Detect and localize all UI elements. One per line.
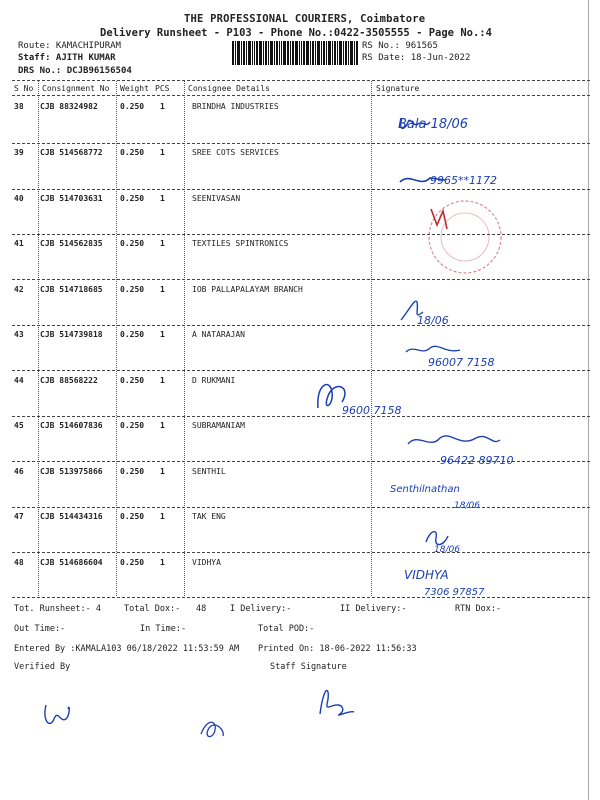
row-consignee: BRINDHA INDUSTRIES bbox=[192, 102, 279, 111]
signature-text: 7306 97857 bbox=[424, 587, 485, 598]
row-sno: 48 bbox=[14, 558, 24, 567]
row-sno: 39 bbox=[14, 148, 24, 157]
row-consignee: IOB PALLAPALAYAM BRANCH bbox=[192, 285, 303, 294]
verifier-signature bbox=[40, 695, 80, 735]
row-consignment: CJB 514703631 bbox=[40, 194, 103, 203]
row-consignee: SEENIVASAN bbox=[192, 194, 241, 203]
tot-runsheet: Tot. Runsheet:- 4 bbox=[14, 604, 101, 614]
row-consignee: TEXTILES SPINTRONICS bbox=[192, 239, 289, 248]
signature-text: 18/06 bbox=[454, 501, 480, 511]
row-sno: 40 bbox=[14, 194, 24, 203]
signature-text: Bala 18/06 bbox=[398, 117, 469, 132]
verified-by-label: Verified By bbox=[14, 662, 71, 672]
staff-signature-label: Staff Signature bbox=[270, 662, 347, 672]
row-consignment: CJB 514562835 bbox=[40, 239, 103, 248]
staff-label: Staff: AJITH KUMAR bbox=[18, 53, 116, 63]
header-bottom-rule bbox=[12, 95, 590, 96]
signature-text: 18/06 bbox=[434, 545, 460, 555]
row-weight: 0.250 bbox=[120, 558, 145, 567]
row-consignment: CJB 514434316 bbox=[40, 512, 103, 521]
barcode bbox=[232, 41, 358, 65]
signature-row-38 bbox=[390, 110, 470, 150]
row-sno: 42 bbox=[14, 285, 24, 294]
row-rule bbox=[12, 370, 590, 371]
col-sno-header: S No bbox=[14, 84, 34, 93]
row-consignment: CJB 514568772 bbox=[40, 148, 103, 157]
col-divider bbox=[371, 81, 372, 596]
total-pod: Total POD:- bbox=[258, 624, 315, 634]
row-consignment: CJB 514686604 bbox=[40, 558, 103, 567]
row-sno: 44 bbox=[14, 376, 24, 385]
verifier-signature-2 bbox=[195, 710, 235, 746]
page-edge-line bbox=[588, 0, 589, 800]
row-rule bbox=[12, 552, 590, 553]
row-rule bbox=[12, 416, 590, 417]
signature-text: 96422 89710 bbox=[440, 454, 514, 467]
row-weight: 0.250 bbox=[120, 285, 145, 294]
row-consignment: CJB 514718685 bbox=[40, 285, 103, 294]
row-consignee: VIDHYA bbox=[192, 558, 221, 567]
row-weight: 0.250 bbox=[120, 148, 145, 157]
row-consignee: SENTHIL bbox=[192, 467, 226, 476]
row-pcs: 1 bbox=[160, 421, 165, 430]
signature-row-48 bbox=[400, 565, 510, 601]
row-sno: 43 bbox=[14, 330, 24, 339]
col-signature-header: Signature bbox=[376, 84, 420, 93]
row-sno: 45 bbox=[14, 421, 24, 430]
row-consignee: A NATARAJAN bbox=[192, 330, 245, 339]
row-weight: 0.250 bbox=[120, 467, 145, 476]
row-weight: 0.250 bbox=[120, 330, 145, 339]
row-consignee: D RUKMANI bbox=[192, 376, 236, 385]
drs-label: DRS No.: DCJB96156504 bbox=[18, 66, 132, 76]
signature-text: 96007 7158 bbox=[428, 356, 495, 369]
i-delivery: I Delivery:- bbox=[230, 604, 292, 614]
row-pcs: 1 bbox=[160, 558, 165, 567]
signature-row-42 bbox=[395, 290, 475, 330]
row-consignment: CJB 513975866 bbox=[40, 467, 103, 476]
company-title: THE PROFESSIONAL COURIERS, Coimbatore bbox=[184, 13, 426, 25]
col-weight-header: Weight bbox=[120, 84, 149, 93]
signature-row-47 bbox=[420, 522, 480, 556]
total-dox-value: 48 bbox=[196, 604, 207, 614]
signature-row-45 bbox=[400, 428, 550, 470]
row-consignee: SUBRAMANIAM bbox=[192, 421, 245, 430]
signature-text: 9600 7158 bbox=[342, 404, 402, 417]
row-weight: 0.250 bbox=[120, 194, 145, 203]
route-label: Route: KAMACHIPURAM bbox=[18, 41, 121, 51]
row-weight: 0.250 bbox=[120, 421, 145, 430]
col-divider bbox=[116, 81, 117, 596]
row-consignee: TAK ENG bbox=[192, 512, 226, 521]
row-sno: 47 bbox=[14, 512, 24, 521]
signature-text: 18/06 bbox=[417, 314, 449, 327]
ii-delivery: II Delivery:- bbox=[340, 604, 407, 614]
printed-on: Printed On: 18-06-2022 11:56:33 bbox=[258, 644, 417, 654]
signature-row-46 bbox=[390, 480, 510, 510]
row-consignment: CJB 514607836 bbox=[40, 421, 103, 430]
row-pcs: 1 bbox=[160, 194, 165, 203]
row-weight: 0.250 bbox=[120, 376, 145, 385]
row-sno: 46 bbox=[14, 467, 24, 476]
row-weight: 0.250 bbox=[120, 102, 145, 111]
runsheet-subtitle: Delivery Runsheet - P103 - Phone No.:0422-3505555 - Page No.:4 bbox=[100, 27, 492, 39]
rs-number: RS No.: 961565 bbox=[362, 41, 438, 51]
row-sno: 41 bbox=[14, 239, 24, 248]
row-pcs: 1 bbox=[160, 239, 165, 248]
entered-by: Entered By :KAMALA103 06/18/2022 11:53:59 AM bbox=[14, 644, 240, 654]
row-pcs: 1 bbox=[160, 102, 165, 111]
row-weight: 0.250 bbox=[120, 512, 145, 521]
row-pcs: 1 bbox=[160, 376, 165, 385]
row-sno: 38 bbox=[14, 102, 24, 111]
signature-text: VIDHYA bbox=[404, 568, 449, 582]
row-weight: 0.250 bbox=[120, 239, 145, 248]
row-consignment: CJB 514739818 bbox=[40, 330, 103, 339]
row-rule bbox=[12, 325, 590, 326]
row-consignee: SREE COTS SERVICES bbox=[192, 148, 279, 157]
col-divider bbox=[184, 81, 185, 596]
row-pcs: 1 bbox=[160, 148, 165, 157]
staff-signature bbox=[310, 680, 360, 722]
row-rule bbox=[12, 143, 590, 144]
signature-text: Senthilnathan bbox=[390, 484, 460, 495]
row-consignment: CJB 88324982 bbox=[40, 102, 98, 111]
in-time: In Time:- bbox=[140, 624, 187, 634]
row-pcs: 1 bbox=[160, 285, 165, 294]
row-pcs: 1 bbox=[160, 467, 165, 476]
rtn-dox: RTN Dox:- bbox=[455, 604, 502, 614]
signature-row-43 bbox=[400, 340, 550, 370]
header-top-rule bbox=[12, 80, 590, 81]
col-divider bbox=[38, 81, 39, 596]
rs-date: RS Date: 18-Jun-2022 bbox=[362, 53, 471, 63]
signature-row-44 bbox=[312, 372, 432, 422]
row-pcs: 1 bbox=[160, 330, 165, 339]
col-pcs-header: PCS bbox=[155, 84, 170, 93]
row-pcs: 1 bbox=[160, 512, 165, 521]
col-consignee-header: Consignee Details bbox=[188, 84, 270, 93]
signature-text: 9965**1172 bbox=[430, 174, 497, 187]
row-consignment: CJB 88568222 bbox=[40, 376, 98, 385]
out-time: Out Time:- bbox=[14, 624, 66, 634]
total-dox-label: Total Dox:- bbox=[124, 604, 181, 614]
col-consignment-header: Consignment No bbox=[42, 84, 110, 93]
delivery-stamp bbox=[415, 195, 510, 280]
signature-row-39 bbox=[390, 168, 530, 192]
